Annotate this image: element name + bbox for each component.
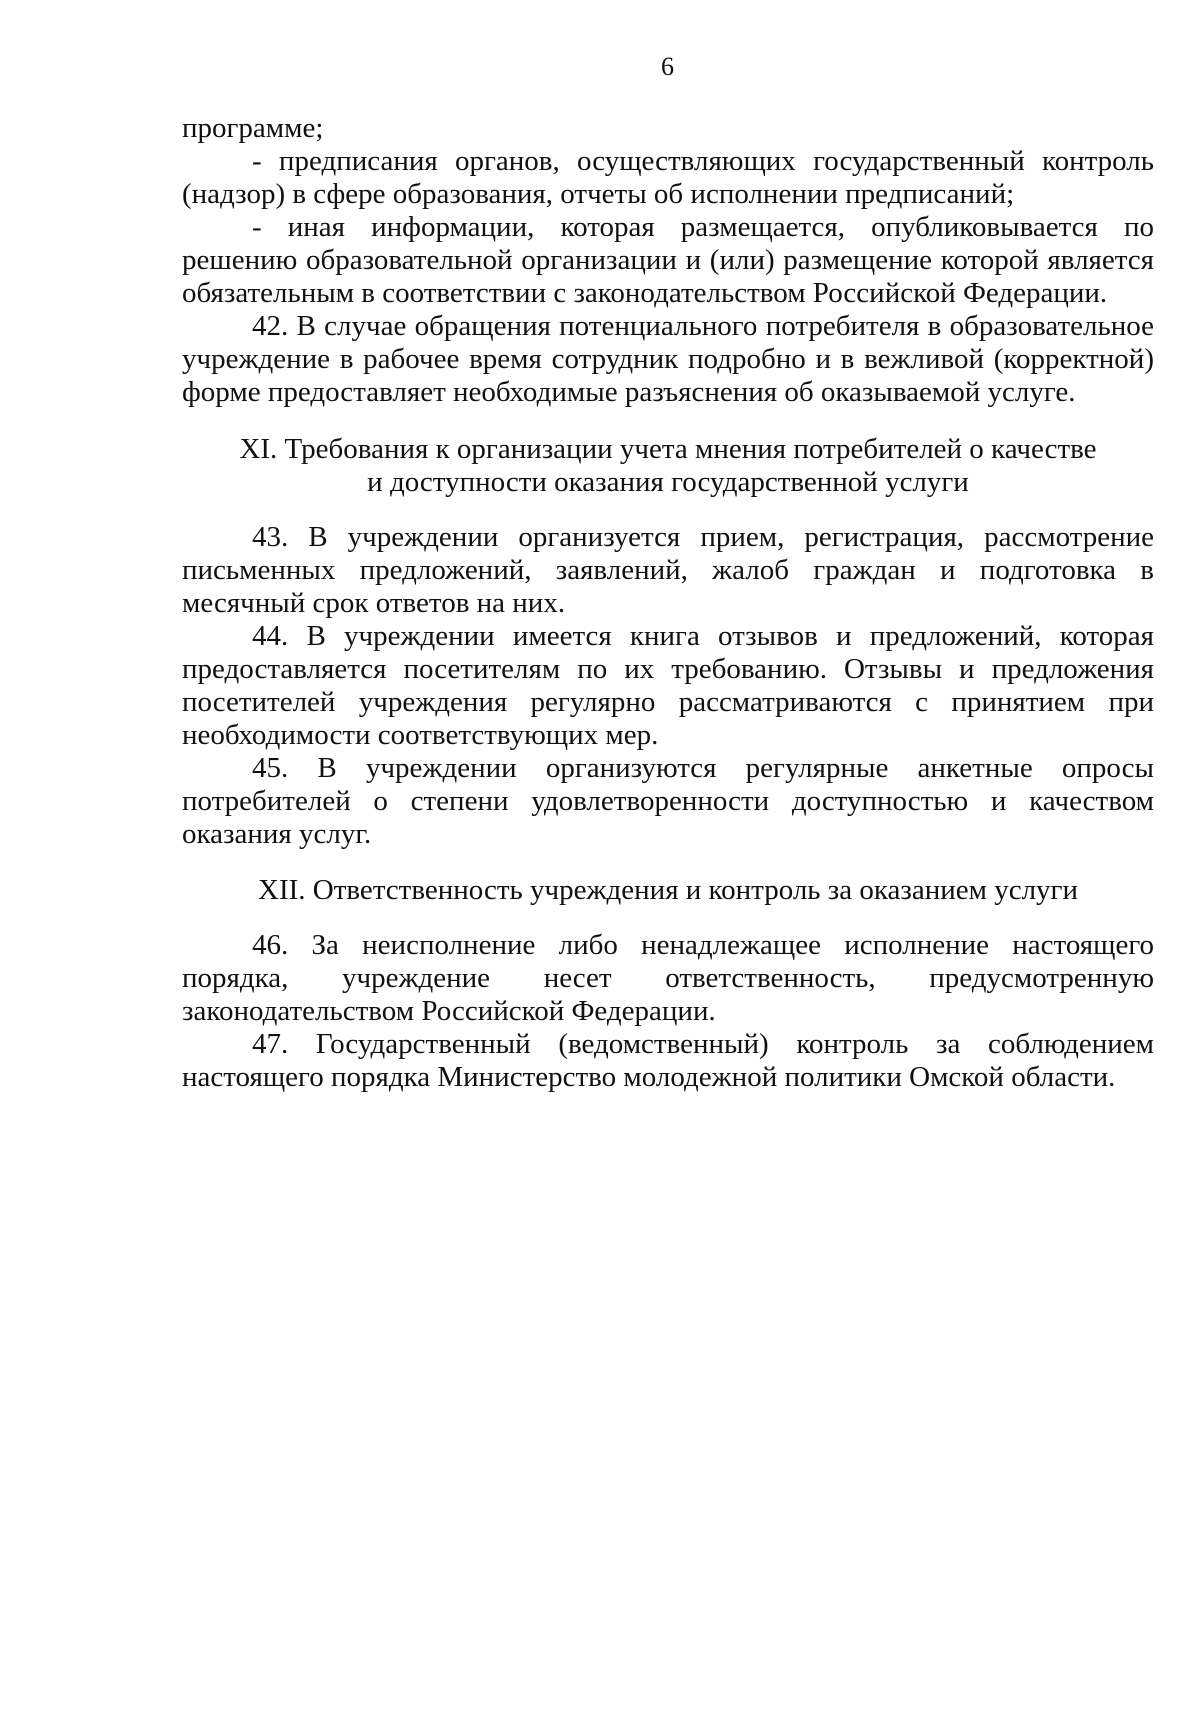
paragraph-47: 47. Государственный (ведомственный) контроль за соблюдением настоящего порядка Министерство молодежной политики Омской области. (182, 1028, 1154, 1093)
paragraph-46: 46. За неисполнение либо ненадлежащее исполнение настоящего порядка, учреждение несет ответственность, предусмотренную законодательством Российской Федерации. (182, 929, 1154, 1027)
list-item-other-information: - иная информации, которая размещается, опубликовывается по решению образовательной организации и (или) размещение которой является обязательным в соответствии с законодательством Российской Федерации. (182, 211, 1154, 309)
document-body (182, 112, 1154, 1094)
section-xi-heading (182, 433, 1154, 499)
paragraph-45: 45. В учреждении организуются регулярные анкетные опросы потребителей о степени удовлетворенности доступностью и качеством оказания услуг. (182, 752, 1154, 850)
paragraph-43: 43. В учреждении организуется прием, регистрация, рассмотрение письменных предложений, заявлений, жалоб граждан и подготовка в месячный срок ответов на них. (182, 521, 1154, 619)
list-item-prescriptions: - предписания органов, осуществляющих государственный контроль (надзор) в сфере образования, отчеты об исполнении предписаний; (182, 145, 1154, 210)
paragraph-continuation: программе; (182, 112, 324, 144)
section-xii-heading: XII. Ответственность учреждения и контроль за оказанием услуги (258, 874, 1078, 906)
page-number: 6 (661, 52, 674, 81)
section-xi-heading-line1: XI. Требования к организации учета мнения потребителей о качестве (239, 433, 1097, 465)
paragraph-42: 42. В случае обращения потенциального потребителя в образовательное учреждение в рабочее время сотрудник подробно и в вежливой (корректной) форме предоставляет необходимые разъяснения об оказываемой услуге. (182, 310, 1154, 408)
paragraph-44: 44. В учреждении имеется книга отзывов и предложений, которая предоставляется посетителям по их требованию. Отзывы и предложения посетителей учреждения регулярно рассматриваются с принятием при необходимости соответствующих мер. (182, 620, 1154, 751)
section-xi-heading-line2: и доступности оказания государственной услуги (367, 466, 969, 498)
